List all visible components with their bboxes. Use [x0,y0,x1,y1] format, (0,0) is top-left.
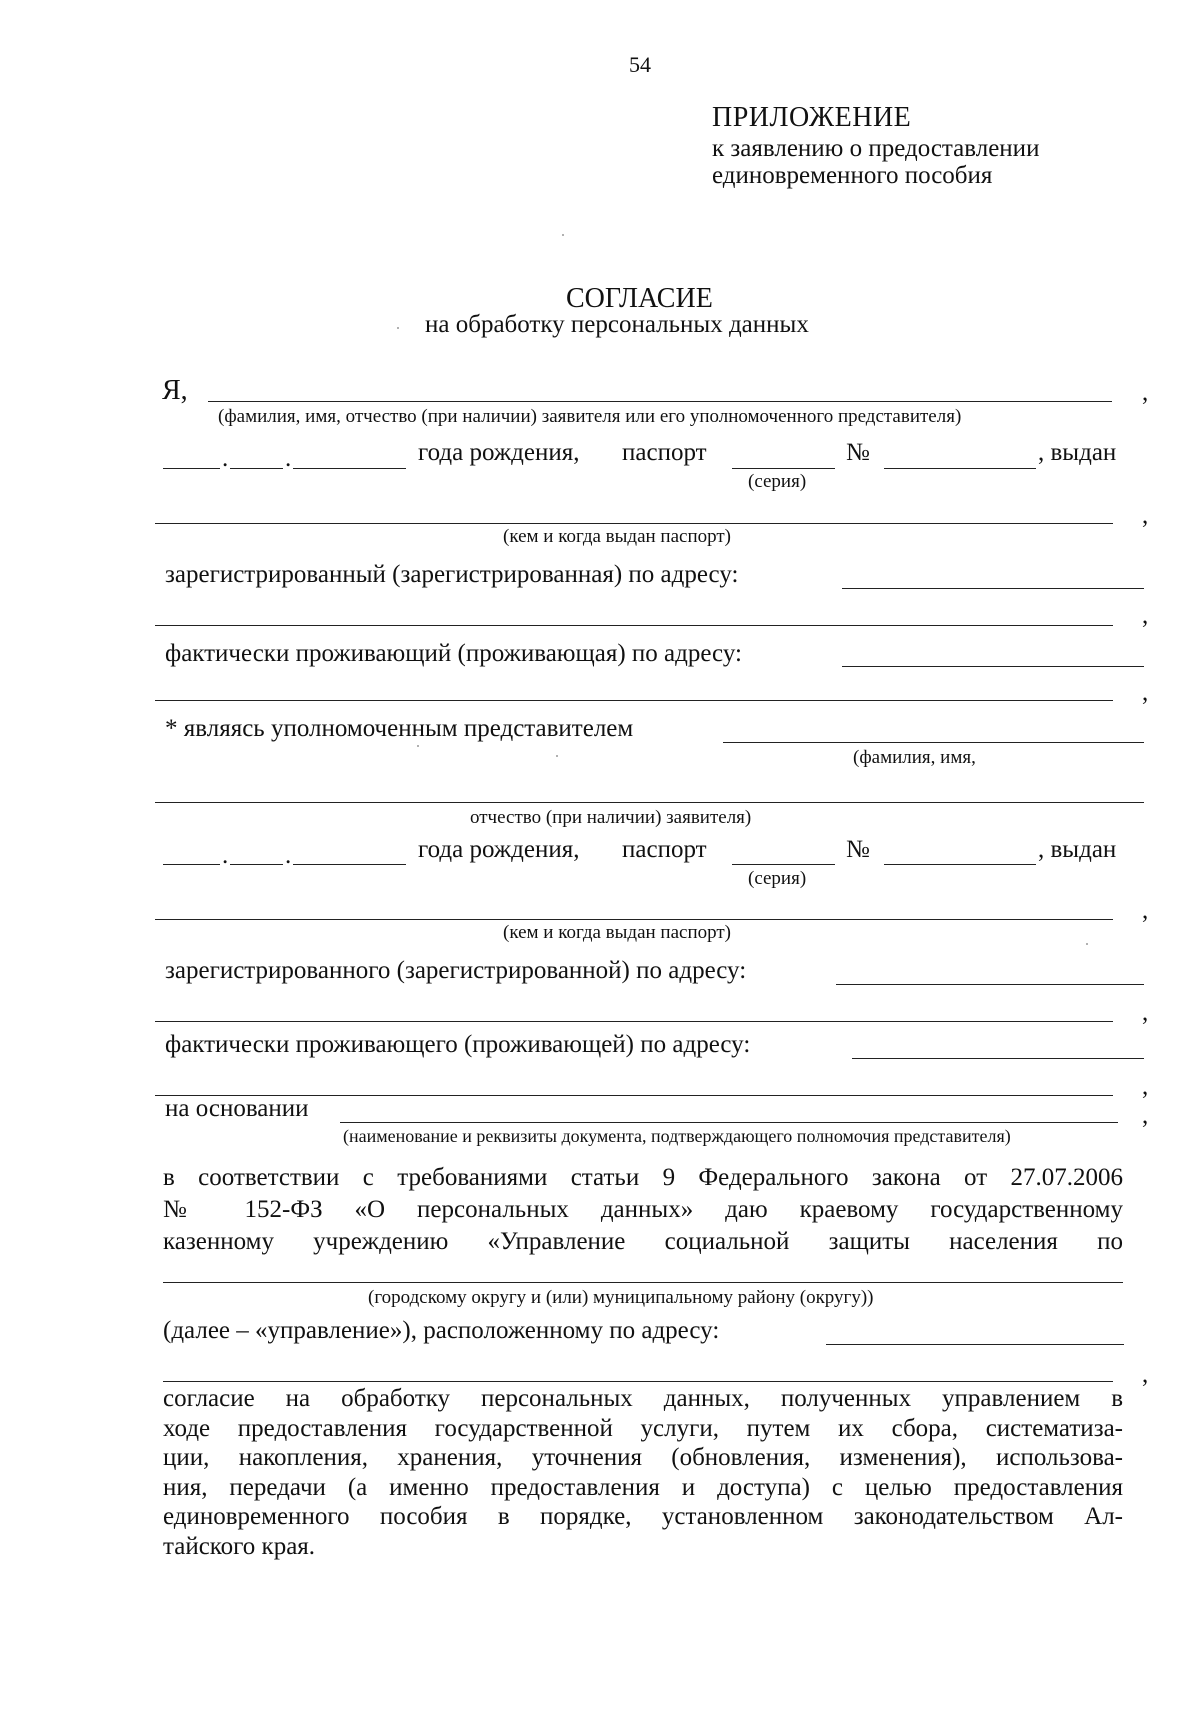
principal-registered-address-field-2[interactable] [155,1021,1113,1022]
principal-issuer-hint: (кем и когда выдан паспорт) [503,922,732,943]
consent-body-line: единовременного пособия в порядке, установленном законодательством Ал- [163,1503,1123,1530]
applicant-issuer-hint: (кем и когда выдан паспорт) [503,526,732,547]
consent-intro-line: № 152-ФЗ «О персональных данных» даю краевому государственному [163,1196,1123,1223]
consent-body-paragraph [163,1384,1123,1561]
management-address-label: (далее – «управление»), расположенному по адресу: [163,1317,720,1344]
applicant-issued-label: , выдан [1038,439,1117,466]
consent-intro-paragraph [163,1162,1123,1258]
principal-registered-label: зарегистрированного (зарегистрированной) по адресу: [165,957,747,984]
line-end-comma: , [1142,602,1149,629]
principal-issued-label: , выдан [1038,836,1117,863]
applicant-registered-address-field-2[interactable] [155,625,1113,626]
line-end-comma: , [1142,379,1149,406]
basis-document-field[interactable] [340,1122,1118,1123]
applicant-passport-issuer-field[interactable] [155,523,1113,524]
document-title: СОГЛАСИЕ [566,283,713,314]
line-end-comma: , [1142,897,1149,924]
consent-body-line: тайского края. [163,1532,316,1560]
applicant-prefix: Я, [162,375,188,406]
scan-speck [556,755,558,757]
representative-name-hint-2: отчество (при наличии) заявителя) [470,807,752,828]
principal-passport-issuer-field[interactable] [155,919,1113,920]
date-separator-dot: . [285,842,292,869]
principal-series-hint: (серия) [748,868,807,889]
applicant-series-hint: (серия) [748,471,807,492]
principal-actual-address-field[interactable] [852,1058,1144,1059]
district-field[interactable] [163,1282,1123,1283]
date-separator-dot: . [222,445,229,472]
principal-birth-day-field[interactable] [163,864,220,865]
principal-passport-series-field[interactable] [732,864,835,865]
applicant-birth-month-field[interactable] [230,468,283,469]
line-end-comma: , [1142,1102,1149,1129]
applicant-registered-label: зарегистрированный (зарегистрированная) по адресу: [165,561,739,588]
applicant-name-hint: (фамилия, имя, отчество (при наличии) заявителя или его уполномоченного представителя) [218,406,962,427]
date-separator-dot: . [222,842,229,869]
basis-label: на основании [165,1095,309,1122]
line-end-comma: , [1142,999,1149,1026]
applicant-birth-day-field[interactable] [163,468,220,469]
management-address-field-2[interactable] [163,1381,1113,1382]
line-end-comma: , [1142,679,1149,706]
consent-intro-line: казенному учреждению «Управление социальной защиты населения по [163,1228,1123,1255]
scan-speck [397,327,399,329]
representative-name-hint-1: (фамилия, имя, [853,747,976,768]
scan-speck [562,234,564,236]
representative-principal-name-field-2[interactable] [155,802,1144,803]
management-address-field[interactable] [826,1344,1124,1345]
principal-passport-number-field[interactable] [884,864,1036,865]
principal-passport-label: паспорт [622,836,707,863]
applicant-actual-address-field[interactable] [842,666,1144,667]
scan-speck [417,745,419,747]
principal-birth-month-field[interactable] [230,864,283,865]
principal-registered-address-field[interactable] [836,984,1144,985]
applicant-actual-address-field-2[interactable] [155,700,1113,701]
line-end-comma: , [1142,1361,1149,1388]
scan-speck [1086,943,1088,945]
consent-body-line: ходе предоставления государственной услуги, путем их сбора, систематиза- [163,1414,1123,1442]
basis-hint: (наименование и реквизиты документа, подтверждающего полномочия представителя) [343,1126,1011,1146]
district-hint: (городскому округу и (или) муниципальному району (округу)) [368,1287,874,1308]
representative-principal-name-field[interactable] [723,742,1144,743]
applicant-passport-number-field[interactable] [884,468,1036,469]
applicant-birth-year-field[interactable] [293,468,406,469]
appendix-title: ПРИЛОЖЕНИЕ [712,102,912,133]
applicant-residing-label: фактически проживающий (проживающая) по адресу: [165,640,742,667]
representative-label: * являясь уполномоченным представителем [165,715,634,742]
applicant-number-sign: № [846,439,870,466]
applicant-passport-series-field[interactable] [732,468,835,469]
date-separator-dot: . [285,445,292,472]
page-number: 54 [629,52,651,77]
appendix-line-2: единовременного пособия [712,162,993,189]
applicant-passport-label: паспорт [622,439,707,466]
consent-intro-line: в соответствии с требованиями статьи 9 Федерального закона от 27.07.2006 [163,1164,1123,1191]
principal-birth-label: года рождения, [418,836,580,863]
principal-number-sign: № [846,836,870,863]
line-end-comma: , [1142,502,1149,529]
principal-residing-label: фактически проживающего (проживающей) по адресу: [165,1031,751,1058]
applicant-name-field[interactable] [208,401,1112,402]
applicant-registered-address-field[interactable] [842,588,1144,589]
applicant-birth-label: года рождения, [418,439,580,466]
document-subtitle: на обработку персональных данных [425,311,809,338]
principal-birth-year-field[interactable] [293,864,406,865]
appendix-line-1: к заявлению о предоставлении [712,135,1040,162]
consent-body-line: ния, передачи (а именно предоставления и доступа) с целью предоставления [163,1473,1123,1501]
line-end-comma: , [1142,1073,1149,1100]
consent-body-line: согласие на обработку персональных данных, полученных управлением в [163,1385,1123,1412]
consent-body-line: ции, накопления, хранения, уточнения (обновления, изменения), использова- [163,1444,1123,1471]
